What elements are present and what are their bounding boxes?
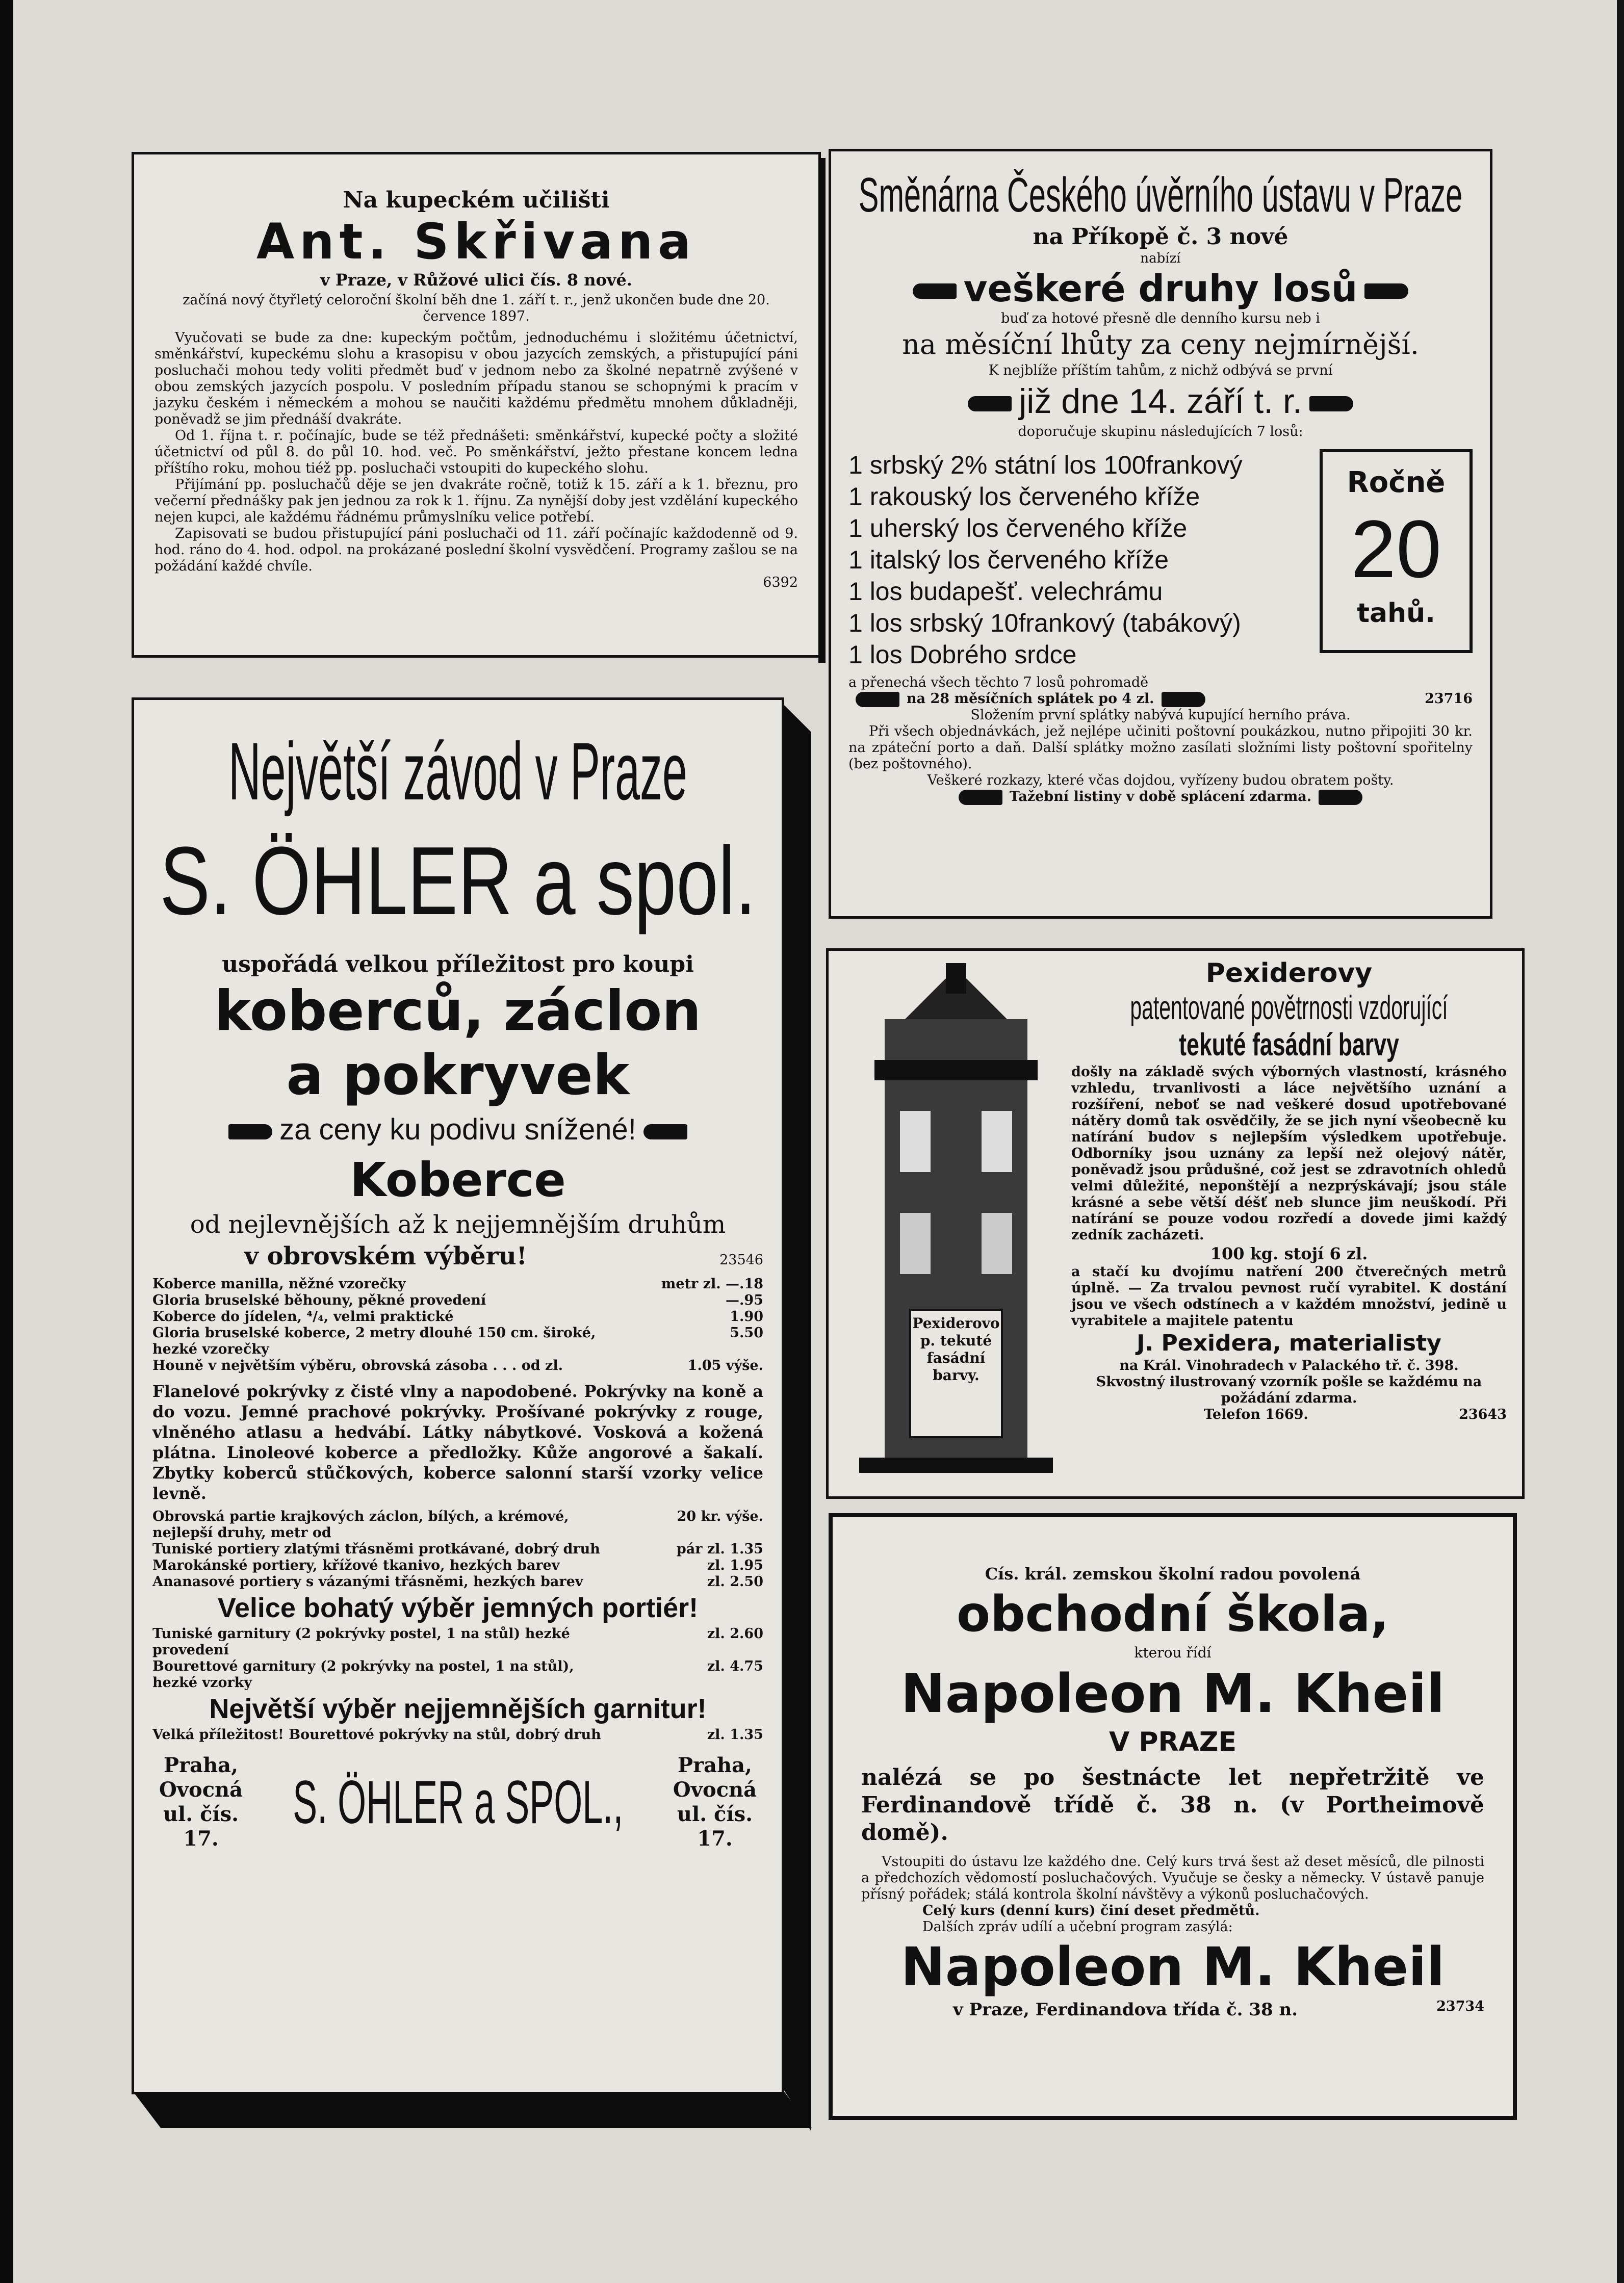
ohler-item4: Velká příležitost! Bourettové pokrývky na stůl, dobrý druh — [152, 1727, 601, 1743]
pointing-hand-icon — [856, 692, 899, 707]
kheil-code: 23734 — [1436, 1999, 1484, 2014]
price-row — [152, 1574, 763, 1590]
pointing-hand-icon — [228, 1124, 272, 1139]
price-value: zl. 2.60 — [707, 1626, 763, 1642]
price-row — [152, 1276, 763, 1292]
pointing-hand-icon — [643, 1124, 687, 1139]
pointing-hand-icon — [1309, 396, 1353, 411]
price-value: 20 kr. výše. — [677, 1509, 763, 1524]
smenarna-nabizi: nabízí — [1140, 251, 1181, 266]
kheil-name: Napoleon M. Kheil — [900, 1663, 1445, 1725]
skrivan-name: Ant. Skřivana — [256, 213, 697, 270]
pointing-hand-icon — [968, 396, 1012, 411]
price-item-name: Ananasové portiery s vázanými třásněmi, hezkých barev — [152, 1574, 583, 1590]
pexidera-tel: Telefon 1669. — [1204, 1407, 1308, 1422]
kheil-pre: Cís. král. zemskou školní radou povolená — [985, 1564, 1361, 1584]
smenarna-lot-item: 1 los Dobrého srdce — [848, 640, 1077, 669]
price-item-name: Bourettové garnitury (2 pokrývky na postel, 1 na stůl), hezké vzorky — [152, 1658, 574, 1691]
smenarna-line1: buď za hotové přesně dle denního kursu neb i — [1001, 310, 1320, 326]
ohler-big1: koberců, záclon — [214, 979, 702, 1043]
scan-border-left — [0, 0, 13, 2283]
smenarna-lot-item: 1 uherský los červeného kříže — [848, 514, 1188, 542]
pexidera-price: 100 kg. stojí 6 zl. — [1210, 1244, 1368, 1263]
ohler-footer-name: S. ÖHLER a SPOL., — [292, 1768, 624, 1836]
skrivan-shadow — [818, 158, 826, 663]
price-row — [152, 1325, 763, 1358]
smenarna-lot-item: 1 los budapešť. velechrámu — [848, 577, 1163, 606]
price-item-name: Tuniské portiery zlatými třásněmi protkávané, dobrý druh — [152, 1541, 600, 1557]
price-item-name: Gloria bruselské běhouny, pěkné provedení — [152, 1292, 486, 1308]
ad-skrivan — [132, 152, 821, 658]
kheil-city: V PRAZE — [1109, 1727, 1236, 1757]
price-row — [152, 1626, 763, 1658]
smenarna-sub: na Příkopě č. 3 nové — [1033, 224, 1288, 250]
ohler-top: Největší závod v Praze — [228, 725, 687, 817]
price-value: —.18 — [726, 1276, 763, 1292]
pointing-hand-icon — [1162, 692, 1205, 707]
smenarna-code: 23716 — [1425, 691, 1473, 707]
kheil-line2: Vstoupiti do ústavu lze každého dne. Celý kurs trvá šest až deset měsíců, dle pilnosti a předchozích vědomostí posluchačových. Vyučuje se česky a německy. V ústavě panuje přísný pořádek; stálá kontrola školní návštěvy a výkonů posluchačových. — [861, 1854, 1484, 1902]
smenarna-line10: Tažební listiny v době splácení zdarma. — [1009, 789, 1312, 805]
price-item-name: Obrovská partie krajkových záclon, bílých, a krémové, nejlepší druhy, metr od — [152, 1509, 569, 1541]
pexidera-title: Pexiderovy — [1205, 958, 1373, 989]
skrivan-pre: Na kupeckém učilišti — [343, 187, 610, 213]
price-row — [152, 1358, 763, 1374]
smenarna-big: veškeré druhy losů — [963, 267, 1358, 310]
smenarna-line8: Při všech objednávkách, jež nejlépe učiniti poštovní poukázkou, nutno připojiti 30 kr. na zpáteční porto a daň. Další splátky možno zasílati složními listy poštovní spořitelny (bez poštovného). — [848, 723, 1473, 772]
price-row — [152, 1658, 763, 1691]
kheil-line1: nalézá se po šestnácte let nepřetržitě ve Ferdinandově třídě č. 38 n. (v Portheimově domě). — [861, 1765, 1484, 1846]
price-row — [152, 1558, 763, 1574]
ohler-line4: v obrovském výběru! — [244, 1242, 527, 1270]
ohler-name: S. ÖHLER a spol. — [160, 827, 756, 935]
price-value: 5.50 — [730, 1325, 763, 1341]
skrivan-body-3: Přijímání pp. posluchačů děje se jen dvakráte ročně, totiž k 15. září a k 1. březnu, pro večerní přednášky pak jen jednou za rok k 1. říjnu. Za nynější doby jest vzdělání kupeckého nejen kupci, ale každému řádnému průmyslníku velice potřebí. — [154, 477, 798, 525]
smenarna-line3: K nejblíže příštím tahům, z nichž odbývá se první — [988, 362, 1333, 378]
ohler-line1: uspořádá velkou příležitost pro koupi — [222, 951, 694, 977]
ad-pexidera — [826, 948, 1525, 1499]
building-icon — [844, 958, 1063, 1478]
smenarna-line4: doporučuje skupinu následujících 7 losů: — [1018, 424, 1303, 439]
pexidera-sub2: tekuté fasádní barvy — [1179, 1027, 1399, 1062]
kheil-footer-addr: v Praze, Ferdinandova třída č. 38 n. — [953, 2000, 1298, 2020]
price-item-name: Koberce manilla, něžné vzorečky — [152, 1276, 406, 1292]
scan-border-right — [1617, 0, 1624, 2283]
ohler-line3: od nejlevnějších až k nejjemnějším druhům — [190, 1210, 726, 1239]
pexidera-sub1: patentované povětrnosti vzdorující — [1130, 989, 1448, 1026]
price-value: zl. 1.95 — [707, 1558, 763, 1573]
kheil-footer-name: Napoleon M. Kheil — [900, 1936, 1445, 1998]
price-value: 1.90 — [730, 1309, 763, 1325]
ohler-price-list-1 — [152, 1276, 763, 1374]
skrivan-body-1: Vyučovati se bude za dne: kupeckým počtům, jednoduchému i složitému účetnictví, směnkářství, kupeckému slohu a krasopisu v obou jazycích zemských, a přistupující páni posluchači mohou tedy voliti předmět buď v jednom nebo za školné nepatrně zvýšené v obou zemských jazycích pospolu. V posledním případu stanou se schopnými k pracím v jazyku českém i německém a mohou se naučiti každému předmětu mnohem důkladněji, poněvadž se jim přednáší dvakráte. — [154, 330, 798, 427]
price-row — [152, 1509, 763, 1541]
skrivan-body-2: Od 1. října t. r. počínajíc, bude se též přednášeti: směnkářství, kupecké počty a složité účetnictví od půl 8. do půl 10. hod. več. Po směnkářství, ježto přestane koncem ledna příštího roku, mohou tiéž pp. posluchači vstoupiti do kupeckého slohu. — [154, 428, 798, 476]
ohler-line2: za ceny ku podivu snížené! — [279, 1113, 636, 1146]
price-row — [152, 1292, 763, 1309]
smenarna-lot-item: 1 los srbský 10frankový (tabákový) — [848, 609, 1241, 637]
pexidera-addr: na Král. Vinohradech v Palackého tř. č. 398. — [1119, 1358, 1459, 1373]
price-unit: metr zl. — [661, 1276, 721, 1292]
pointing-hand-icon — [959, 790, 1002, 805]
price-item-name: Marokánské portiery, křížové tkanivo, hezkých barev — [152, 1558, 560, 1573]
pointing-hand-icon — [913, 283, 957, 299]
smenarna-box-num: 20 — [1351, 503, 1441, 594]
ohler-para: Flanelové pokrývky z čisté vlny a napodobené. Pokrývky na koně a do vozu. Jemné prachové pokrývky. Prošívané pokrývky z rouge, vlněného atlasu a hedvábí. Látky nábytkové. Vosková a kožená plátna. Linoleové koberce a předložky. Kůže angorové a šakalí. Zbytky koberců stůčkových, koberce salonní starší vzorky velice levně. — [152, 1382, 763, 1503]
smenarna-lot-item: 1 italský los červeného kříže — [848, 546, 1169, 574]
pointing-hand-icon — [1364, 283, 1408, 299]
ohler-head2: Velice bohatý výběr jemných portiér! — [217, 1593, 699, 1623]
ad-kheil — [829, 1513, 1517, 2120]
smenarna-box-bot: tahů. — [1357, 598, 1435, 629]
ohler-koberce: Koberce — [350, 1153, 566, 1207]
ohler-shadow-right — [783, 704, 811, 2131]
price-value: zl. 4.75 — [707, 1658, 763, 1674]
ohler-footer-right: Praha, Ovocná ul. čís. 17. — [673, 1753, 757, 1851]
price-item-name: Koberce do jídelen, ⁴/₄, velmi praktické — [152, 1309, 454, 1325]
ad-smenarna — [829, 149, 1492, 919]
skrivan-intro: začíná nový čtyřletý celoroční školní běh dne 1. září t. r., jenž ukončen bude dne 20. července 1897. — [183, 292, 770, 324]
price-item-name: Tuniské garnitury (2 pokrývky postel, 1 na stůl) hezké provedení — [152, 1626, 570, 1658]
pexidera-owner: J. Pexidera, materialisty — [1137, 1330, 1441, 1356]
smenarna-line5: a přenechá všech těchto 7 losů pohromadě — [848, 674, 1149, 690]
ohler-head3: Největší výběr nejjemnějších garnitur! — [209, 1694, 707, 1724]
ohler-shadow-bottom — [134, 2092, 812, 2128]
ohler-price-list-3 — [152, 1626, 763, 1691]
pexidera-body: došly na základě svých výborných vlastností, krásného vzhledu, trvanlivosti a láce největšího uznání a rozšíření, neboť se nad veškeré dosud upotřebované nátěry domů tak osvědčily, že se jich nyní všeobecně ku natírání budov s nejlepším výsledkem upotřebuje. Odborníky jsou uznány za lepší než olejový nátěr, poněvadž jsou průdušné, což jest se zdravotních ohledů velmi důležité, neponštějí a nezprýskávají; jsou stále krásné a sebe větší déšť neb slunce jim neuškodí. Při natírání se pouze vodou rozředí a dovede jimi každý zedník zacházeti. — [1071, 1064, 1507, 1243]
pointing-hand-icon — [1319, 790, 1362, 805]
smenarna-box-top: Ročně — [1347, 466, 1446, 499]
price-row — [152, 1541, 763, 1558]
pexidera-body3: Skvostný ilustrovaný vzorník pošle se každému na požádání zdarma. — [1096, 1374, 1482, 1406]
building-illustration — [844, 958, 1063, 1478]
price-value: —.95 — [726, 1292, 763, 1308]
smenarna-box — [1320, 449, 1473, 653]
smenarna-line6: na 28 měsíčních splátek po 4 zl. — [907, 691, 1154, 707]
building-label: Pexiderovo p. tekuté fasádní barvy. — [912, 1315, 1000, 1384]
pexidera-code: 23643 — [1459, 1407, 1507, 1422]
pexidera-body2: a stačí ku dvojímu natření 200 čtverečných metrů úplně. — Za trvalou pevnost ručí vyrabitel. K dostání jsou ve všech odstínech a v každém množství, jedině u vyrabitele a majitele patentu — [1071, 1264, 1507, 1329]
smenarna-title: Směnárna Českého úvěrního ústavu v Praze — [858, 168, 1463, 222]
ohler-big2: a pokryvek — [286, 1044, 630, 1107]
price-row — [152, 1309, 763, 1325]
smenarna-lot-item: 1 rakouský los červeného kříže — [848, 482, 1200, 511]
ohler-price-list-2 — [152, 1509, 763, 1590]
kheil-line4: Dalších zpráv udílí a učební program zasýlá: — [922, 1919, 1233, 1935]
ohler-item4-price: zl. 1.35 — [707, 1727, 763, 1743]
smenarna-line9: Veškeré rozkazy, které včas dojdou, vyřízeny budou obratem pošty. — [927, 772, 1394, 788]
price-value: zl. 2.50 — [707, 1574, 763, 1590]
smenarna-date: již dne 14. září t. r. — [1019, 382, 1302, 421]
kheil-big: obchodní škola, — [957, 1586, 1389, 1643]
smenarna-lot-item: 1 srbský 2% státní los 100frankový — [848, 451, 1243, 479]
skrivan-body-4: Zapisovati se budou přistupující páni posluchači od 11. září počínajíc každodenně od 9. hod. ráno do 4. hod. odpol. na prokázané poslední školní vysvědčení. Programy zašlou se na požádání každé chvíle. — [154, 526, 798, 574]
skrivan-code: 6392 — [763, 575, 798, 590]
skrivan-address: v Praze, v Růžové ulici čís. 8 nové. — [320, 270, 632, 290]
smenarna-lot-list — [848, 449, 1320, 670]
price-item-name: Houně v největším výběru, obrovská zásoba . . . od zl. — [152, 1358, 563, 1373]
ohler-footer-left: Praha, Ovocná ul. čís. 17. — [159, 1753, 243, 1851]
price-item-name: Gloria bruselské koberce, 2 metry dlouhé 150 cm. široké, hezké vzorečky — [152, 1325, 596, 1357]
price-value: pár zl. 1.35 — [676, 1541, 763, 1557]
kheil-sub: kterou řídí — [1134, 1644, 1211, 1661]
smenarna-line2: na měsíční lhůty za ceny nejmírnější. — [902, 328, 1419, 360]
price-value: 1.05 výše. — [687, 1358, 763, 1373]
smenarna-line7: Složením první splátky nabývá kupující herního práva. — [970, 707, 1351, 723]
ohler-code: 23546 — [719, 1252, 763, 1268]
ad-ohler — [132, 697, 784, 2094]
kheil-line3: Celý kurs (denní kurs) činí deset předmětů. — [922, 1903, 1260, 1918]
